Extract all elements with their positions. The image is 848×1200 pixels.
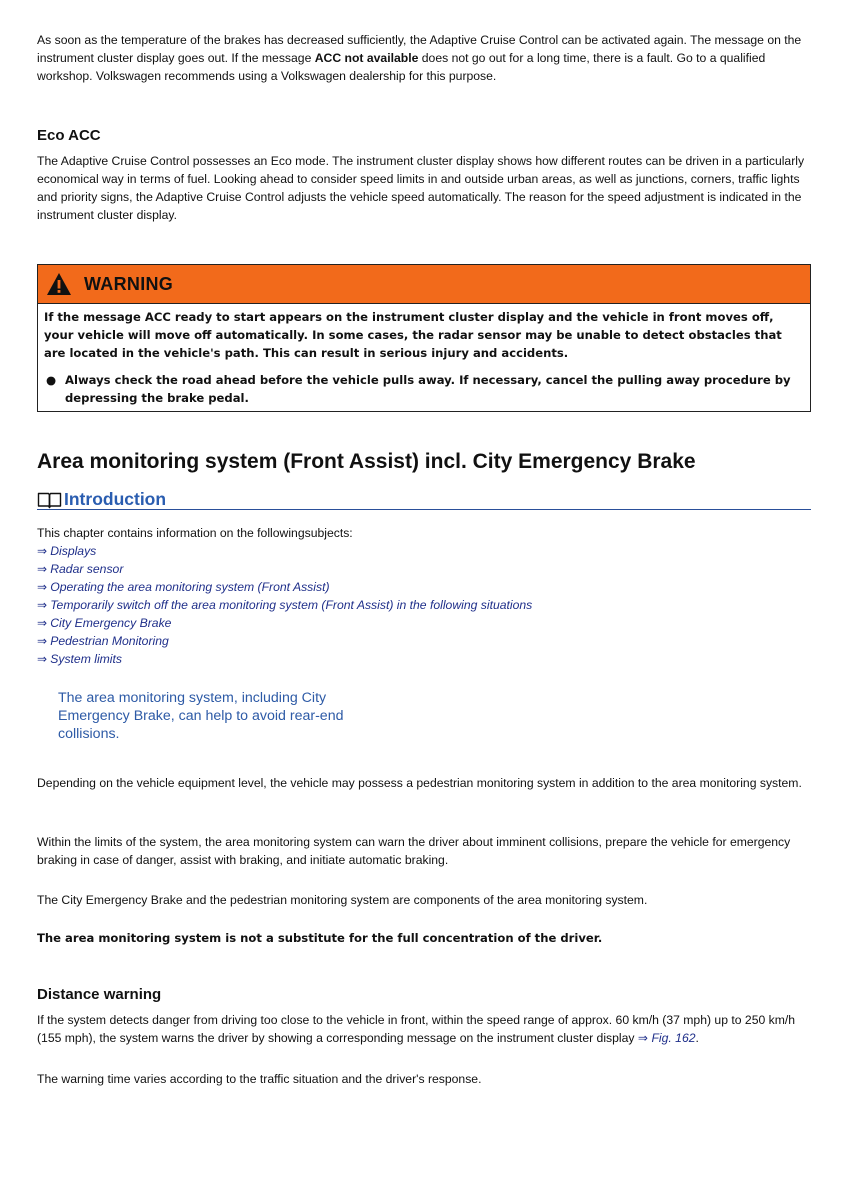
- acc-not-available-term: ACC not available: [314, 51, 419, 65]
- link-label: Fig. 162: [651, 1031, 696, 1045]
- link-temporarily-switch-off[interactable]: [37, 596, 532, 614]
- introduction-title: Introduction: [64, 489, 167, 509]
- warning-bullet-text: Always check the road ahead before the vehicle pulls away. If necessary, cancel the pulling away procedure by depressing the brake pedal.: [65, 373, 791, 405]
- link-pedestrian-monitoring[interactable]: [37, 632, 532, 650]
- acc-brake-paragraph: [37, 31, 815, 85]
- eco-acc-paragraph: The Adaptive Cruise Control possesses an Eco mode. The instrument cluster display shows how different routes can be driven in a particularly economical way in terms of fuel. Looking ahead to consider speed limits in and outside urban areas, as well as junctions, corners, traffic lights and priority signs, the Adaptive Cruise Control adjusts the vehicle speed automatically. The reason for the speed adjustment is indicated in the instrument cluster display.: [37, 154, 805, 222]
- link-label: Displays: [50, 544, 97, 558]
- link-radar-sensor[interactable]: [37, 560, 532, 578]
- arrow-icon: ⇒: [637, 1031, 649, 1045]
- link-label: Radar sensor: [50, 562, 124, 576]
- paragraph-text: does not go out for a long time, there is a fault. Go to a qualified workshop. Volkswagen recommends using a Volkswagen dealership for this purpose.: [37, 51, 766, 83]
- warning-text: If the message ACC ready to start appears on the instrument cluster display and the vehicle in front moves off, your vehicle will move off automatically. In some cases, the radar sensor may be unable to detect obstacles that are located in the vehicle's path. This can result in serious injury and accidents.: [44, 310, 782, 360]
- link-operating-front-assist[interactable]: [37, 578, 532, 596]
- arrow-icon: ⇒: [37, 598, 48, 612]
- warning-title: WARNING: [84, 273, 174, 294]
- callout-text: The area monitoring system, including City Emergency Brake, can help to avoid rear-end collisions.: [58, 690, 344, 742]
- warning-bullet-item: [44, 371, 804, 407]
- bullet-dot: ●: [46, 373, 57, 387]
- arrow-icon: ⇒: [37, 634, 48, 648]
- warning-triangle-icon: [46, 272, 72, 296]
- link-label: Pedestrian Monitoring: [50, 634, 169, 648]
- link-label: Temporarily switch off the area monitoring system (Front Assist) in the following situations: [50, 598, 533, 612]
- eco-acc-heading: Eco ACC: [37, 127, 101, 144]
- pedestrian-monitoring-paragraph: Depending on the vehicle equipment level, the vehicle may possess a pedestrian monitoring system in addition to the area monitoring system.: [37, 776, 802, 790]
- distance-warning-paragraph: [37, 1011, 811, 1047]
- warning-time-paragraph: The warning time varies according to the traffic situation and the driver's response.: [37, 1072, 482, 1086]
- warning-body: [38, 304, 810, 407]
- link-label: City Emergency Brake: [50, 616, 172, 630]
- warning-box: [37, 264, 811, 412]
- arrow-icon: ⇒: [37, 652, 48, 666]
- warning-header: [38, 265, 810, 304]
- paragraph-text: If the system detects danger from driving too close to the vehicle in front, within the speed range of approx. 60 km/h (37 mph) up to 250 km/h (155 mph), the system warns the driver by showing a corresponding message on the instrument cluster display: [37, 1013, 796, 1045]
- link-label: System limits: [50, 652, 122, 666]
- concentration-note: The area monitoring system is not a substitute for the full concentration of the driver.: [37, 931, 603, 945]
- system-limits-paragraph: Within the limits of the system, the area monitoring system can warn the driver about imminent collisions, prepare the vehicle for emergency braking in case of danger, assist with braking, and initiate automatic braking.: [37, 835, 791, 867]
- chapter-link-list: [37, 542, 532, 668]
- paragraph-text: As soon as the temperature of the brakes has decreased sufficiently, the Adaptive Cruise Control can be activated again. The message on the instrument cluster display goes out. If the message: [37, 33, 802, 65]
- arrow-icon: ⇒: [37, 616, 48, 630]
- section-title: Area monitoring system (Front Assist) incl. City Emergency Brake: [37, 450, 696, 473]
- chapter-lead-text: This chapter contains information on the followingsubjects:: [37, 526, 353, 540]
- paragraph-end: .: [695, 1031, 699, 1045]
- arrow-icon: ⇒: [37, 580, 48, 594]
- arrow-icon: ⇒: [37, 544, 48, 558]
- link-displays[interactable]: [37, 542, 532, 560]
- link-city-emergency-brake[interactable]: [37, 614, 532, 632]
- link-label: Operating the area monitoring system (Front Assist): [50, 580, 330, 594]
- arrow-icon: ⇒: [37, 562, 48, 576]
- fig-162-link[interactable]: [638, 1031, 696, 1045]
- components-paragraph: The City Emergency Brake and the pedestrian monitoring system are components of the area monitoring system.: [37, 893, 648, 907]
- link-system-limits[interactable]: [37, 650, 532, 668]
- introduction-heading: [37, 489, 811, 510]
- distance-warning-heading: Distance warning: [37, 986, 162, 1003]
- book-icon: [37, 491, 62, 509]
